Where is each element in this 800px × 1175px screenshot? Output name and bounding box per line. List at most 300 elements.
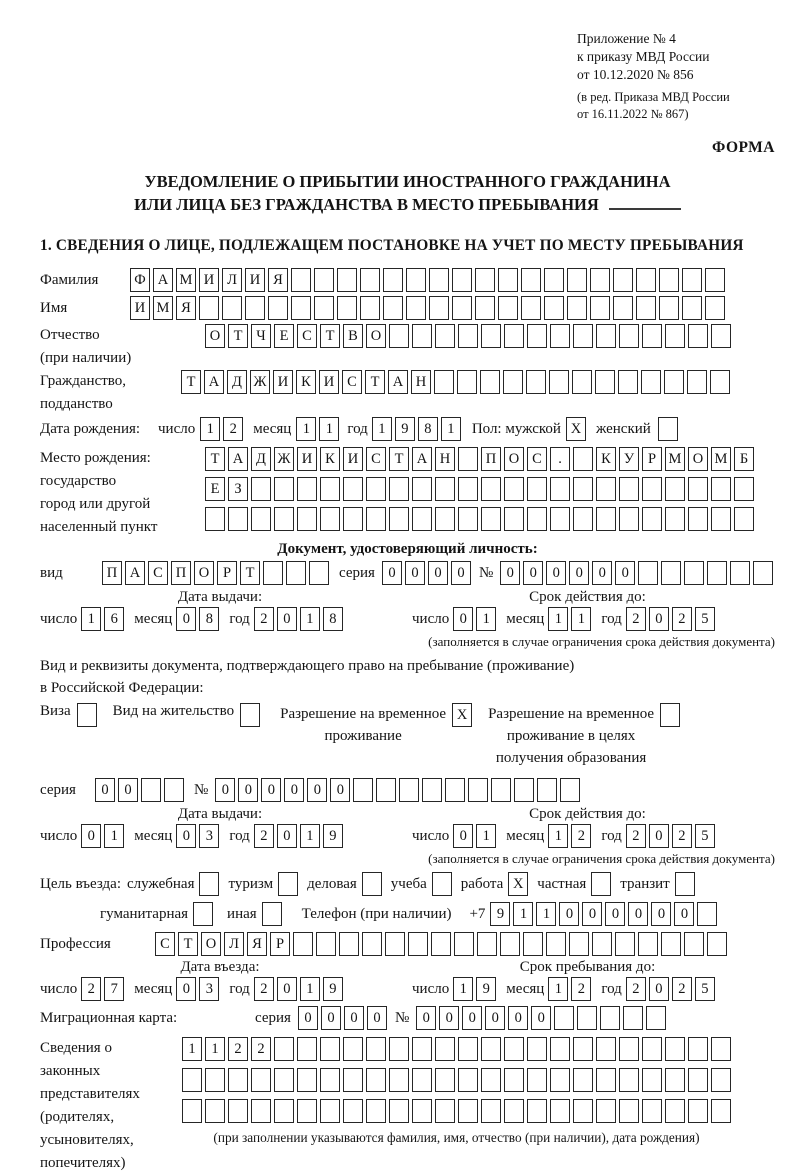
char-cell[interactable]: 0 <box>321 1006 341 1030</box>
char-cell[interactable]: 0 <box>405 561 425 585</box>
char-cell[interactable]: Н <box>411 370 431 394</box>
char-cell[interactable]: 1 <box>300 977 320 1001</box>
char-cell[interactable] <box>320 1099 340 1123</box>
char-cell[interactable] <box>730 561 750 585</box>
char-cell[interactable] <box>550 1037 570 1061</box>
char-cell[interactable] <box>705 268 725 292</box>
char-cell[interactable]: 2 <box>571 977 591 1001</box>
char-cell[interactable] <box>682 268 702 292</box>
char-cell[interactable] <box>573 447 593 471</box>
char-cell[interactable] <box>595 370 615 394</box>
char-cell[interactable] <box>468 778 488 802</box>
char-cell[interactable] <box>523 932 543 956</box>
char-cell[interactable] <box>251 1068 271 1092</box>
char-cell[interactable]: Т <box>320 324 340 348</box>
char-cell[interactable] <box>503 370 523 394</box>
char-cell[interactable] <box>389 1037 409 1061</box>
char-cell[interactable]: 0 <box>307 778 327 802</box>
char-cell[interactable] <box>734 507 754 531</box>
char-cell[interactable]: 2 <box>672 977 692 1001</box>
char-cell[interactable] <box>554 1006 574 1030</box>
char-cell[interactable] <box>619 1099 639 1123</box>
checkbox-transit[interactable] <box>675 872 695 896</box>
char-cell[interactable] <box>343 477 363 501</box>
char-cell[interactable] <box>550 477 570 501</box>
char-cell[interactable]: 8 <box>418 417 438 441</box>
char-cell[interactable] <box>429 268 449 292</box>
char-cell[interactable] <box>527 477 547 501</box>
char-cell[interactable]: 2 <box>223 417 243 441</box>
checkbox-visa[interactable] <box>77 703 97 727</box>
char-cell[interactable]: 2 <box>571 824 591 848</box>
char-cell[interactable]: С <box>297 324 317 348</box>
char-cell[interactable]: 0 <box>277 607 297 631</box>
char-cell[interactable] <box>642 1037 662 1061</box>
char-cell[interactable] <box>573 507 593 531</box>
char-cell[interactable] <box>710 370 730 394</box>
char-cell[interactable] <box>615 932 635 956</box>
char-cell[interactable] <box>537 778 557 802</box>
char-cell[interactable] <box>412 1068 432 1092</box>
char-cell[interactable] <box>314 268 334 292</box>
char-cell[interactable]: Т <box>205 447 225 471</box>
char-cell[interactable]: 9 <box>323 824 343 848</box>
char-cell[interactable]: Ж <box>274 447 294 471</box>
char-cell[interactable]: 2 <box>228 1037 248 1061</box>
char-cell[interactable] <box>337 296 357 320</box>
char-cell[interactable] <box>623 1006 643 1030</box>
char-cell[interactable]: 0 <box>453 607 473 631</box>
char-cell[interactable]: 0 <box>81 824 101 848</box>
char-cell[interactable]: 6 <box>104 607 124 631</box>
char-cell[interactable] <box>664 370 684 394</box>
char-cell[interactable]: 1 <box>548 607 568 631</box>
char-cell[interactable] <box>164 778 184 802</box>
char-cell[interactable] <box>297 1099 317 1123</box>
char-cell[interactable] <box>412 477 432 501</box>
char-cell[interactable]: 1 <box>548 977 568 1001</box>
char-cell[interactable]: 7 <box>104 977 124 1001</box>
char-cell[interactable] <box>481 1037 501 1061</box>
char-cell[interactable]: 0 <box>439 1006 459 1030</box>
char-cell[interactable] <box>412 324 432 348</box>
char-cell[interactable]: 0 <box>485 1006 505 1030</box>
char-cell[interactable] <box>707 932 727 956</box>
char-cell[interactable]: С <box>366 447 386 471</box>
char-cell[interactable]: Л <box>224 932 244 956</box>
char-cell[interactable] <box>228 1099 248 1123</box>
char-cell[interactable] <box>383 268 403 292</box>
char-cell[interactable] <box>477 932 497 956</box>
char-cell[interactable]: Я <box>268 268 288 292</box>
char-cell[interactable]: 9 <box>395 417 415 441</box>
char-cell[interactable] <box>251 477 271 501</box>
char-cell[interactable] <box>572 370 592 394</box>
char-cell[interactable] <box>205 1068 225 1092</box>
char-cell[interactable]: 2 <box>672 824 692 848</box>
char-cell[interactable] <box>435 477 455 501</box>
char-cell[interactable]: Р <box>642 447 662 471</box>
char-cell[interactable] <box>366 1037 386 1061</box>
char-cell[interactable] <box>353 778 373 802</box>
char-cell[interactable]: Ф <box>130 268 150 292</box>
char-cell[interactable] <box>408 932 428 956</box>
char-cell[interactable]: О <box>201 932 221 956</box>
checkbox-female[interactable] <box>658 417 678 441</box>
char-cell[interactable] <box>435 1068 455 1092</box>
char-cell[interactable]: 1 <box>296 417 316 441</box>
char-cell[interactable]: 1 <box>513 902 533 926</box>
char-cell[interactable] <box>366 507 386 531</box>
char-cell[interactable]: 0 <box>176 824 196 848</box>
char-cell[interactable] <box>389 507 409 531</box>
char-cell[interactable]: 0 <box>592 561 612 585</box>
char-cell[interactable] <box>527 1068 547 1092</box>
char-cell[interactable] <box>665 1037 685 1061</box>
char-cell[interactable] <box>753 561 773 585</box>
char-cell[interactable] <box>544 268 564 292</box>
char-cell[interactable] <box>274 477 294 501</box>
char-cell[interactable]: 0 <box>651 902 671 926</box>
char-cell[interactable] <box>504 324 524 348</box>
char-cell[interactable]: З <box>228 477 248 501</box>
char-cell[interactable]: К <box>296 370 316 394</box>
char-cell[interactable]: 1 <box>300 824 320 848</box>
char-cell[interactable] <box>291 296 311 320</box>
char-cell[interactable] <box>642 507 662 531</box>
char-cell[interactable] <box>435 507 455 531</box>
char-cell[interactable] <box>638 561 658 585</box>
char-cell[interactable] <box>274 1037 294 1061</box>
char-cell[interactable]: 0 <box>531 1006 551 1030</box>
char-cell[interactable] <box>337 268 357 292</box>
char-cell[interactable]: 0 <box>367 1006 387 1030</box>
char-cell[interactable]: 0 <box>176 607 196 631</box>
char-cell[interactable]: 0 <box>582 902 602 926</box>
char-cell[interactable]: 0 <box>628 902 648 926</box>
char-cell[interactable] <box>527 1099 547 1123</box>
char-cell[interactable] <box>291 268 311 292</box>
char-cell[interactable]: 3 <box>199 824 219 848</box>
char-cell[interactable] <box>412 1099 432 1123</box>
char-cell[interactable] <box>684 932 704 956</box>
char-cell[interactable]: 0 <box>649 824 669 848</box>
char-cell[interactable]: И <box>319 370 339 394</box>
char-cell[interactable]: 0 <box>238 778 258 802</box>
checkbox-business[interactable] <box>362 872 382 896</box>
char-cell[interactable] <box>590 268 610 292</box>
char-cell[interactable] <box>309 561 329 585</box>
char-cell[interactable]: Т <box>365 370 385 394</box>
char-cell[interactable]: 1 <box>200 417 220 441</box>
char-cell[interactable]: Я <box>247 932 267 956</box>
char-cell[interactable] <box>527 1037 547 1061</box>
checkbox-official[interactable] <box>199 872 219 896</box>
char-cell[interactable] <box>205 507 225 531</box>
char-cell[interactable]: Н <box>435 447 455 471</box>
char-cell[interactable]: 0 <box>453 824 473 848</box>
char-cell[interactable]: 2 <box>672 607 692 631</box>
char-cell[interactable] <box>711 477 731 501</box>
char-cell[interactable]: И <box>199 268 219 292</box>
char-cell[interactable] <box>360 268 380 292</box>
checkbox-humanitarian[interactable] <box>193 902 213 926</box>
checkbox-residence-permit[interactable] <box>240 703 260 727</box>
char-cell[interactable]: О <box>366 324 386 348</box>
char-cell[interactable] <box>297 1037 317 1061</box>
char-cell[interactable]: 9 <box>490 902 510 926</box>
char-cell[interactable]: Ж <box>250 370 270 394</box>
char-cell[interactable] <box>613 296 633 320</box>
char-cell[interactable]: Т <box>240 561 260 585</box>
char-cell[interactable] <box>481 324 501 348</box>
char-cell[interactable]: Б <box>734 447 754 471</box>
char-cell[interactable]: П <box>481 447 501 471</box>
char-cell[interactable] <box>205 1099 225 1123</box>
char-cell[interactable] <box>577 1006 597 1030</box>
char-cell[interactable] <box>526 370 546 394</box>
char-cell[interactable] <box>642 1068 662 1092</box>
char-cell[interactable]: . <box>550 447 570 471</box>
char-cell[interactable]: 0 <box>176 977 196 1001</box>
char-cell[interactable] <box>320 507 340 531</box>
char-cell[interactable] <box>422 778 442 802</box>
char-cell[interactable] <box>665 1099 685 1123</box>
char-cell[interactable] <box>458 1099 478 1123</box>
char-cell[interactable] <box>687 370 707 394</box>
char-cell[interactable]: 0 <box>523 561 543 585</box>
char-cell[interactable] <box>481 507 501 531</box>
char-cell[interactable]: 2 <box>626 824 646 848</box>
char-cell[interactable] <box>665 1068 685 1092</box>
char-cell[interactable]: 2 <box>81 977 101 1001</box>
char-cell[interactable] <box>514 778 534 802</box>
checkbox-temp-residence[interactable]: X <box>452 703 472 727</box>
char-cell[interactable] <box>550 507 570 531</box>
checkbox-temp-residence-edu[interactable] <box>660 703 680 727</box>
char-cell[interactable] <box>360 296 380 320</box>
char-cell[interactable] <box>297 1068 317 1092</box>
char-cell[interactable] <box>458 324 478 348</box>
char-cell[interactable]: А <box>228 447 248 471</box>
char-cell[interactable]: 5 <box>695 824 715 848</box>
char-cell[interactable] <box>636 296 656 320</box>
char-cell[interactable]: К <box>320 447 340 471</box>
char-cell[interactable]: А <box>153 268 173 292</box>
char-cell[interactable]: 1 <box>441 417 461 441</box>
char-cell[interactable] <box>445 778 465 802</box>
char-cell[interactable] <box>665 507 685 531</box>
char-cell[interactable] <box>684 561 704 585</box>
char-cell[interactable]: 0 <box>118 778 138 802</box>
char-cell[interactable] <box>560 778 580 802</box>
char-cell[interactable] <box>458 1037 478 1061</box>
char-cell[interactable] <box>376 778 396 802</box>
char-cell[interactable] <box>480 370 500 394</box>
char-cell[interactable] <box>454 932 474 956</box>
char-cell[interactable]: 9 <box>476 977 496 1001</box>
char-cell[interactable] <box>711 1068 731 1092</box>
char-cell[interactable] <box>362 932 382 956</box>
char-cell[interactable] <box>665 324 685 348</box>
char-cell[interactable] <box>481 477 501 501</box>
char-cell[interactable] <box>222 296 242 320</box>
char-cell[interactable]: 1 <box>476 824 496 848</box>
char-cell[interactable]: 1 <box>319 417 339 441</box>
char-cell[interactable] <box>199 296 219 320</box>
char-cell[interactable]: М <box>665 447 685 471</box>
char-cell[interactable] <box>596 1099 616 1123</box>
char-cell[interactable]: 0 <box>559 902 579 926</box>
char-cell[interactable]: 1 <box>182 1037 202 1061</box>
char-cell[interactable] <box>297 507 317 531</box>
char-cell[interactable] <box>245 296 265 320</box>
char-cell[interactable] <box>504 477 524 501</box>
char-cell[interactable] <box>642 1099 662 1123</box>
char-cell[interactable] <box>435 324 455 348</box>
char-cell[interactable]: А <box>412 447 432 471</box>
char-cell[interactable] <box>475 296 495 320</box>
char-cell[interactable]: 0 <box>428 561 448 585</box>
char-cell[interactable] <box>412 1037 432 1061</box>
char-cell[interactable] <box>458 447 478 471</box>
checkbox-male[interactable]: X <box>566 417 586 441</box>
char-cell[interactable]: А <box>204 370 224 394</box>
char-cell[interactable]: 2 <box>626 977 646 1001</box>
char-cell[interactable]: 0 <box>605 902 625 926</box>
char-cell[interactable]: 1 <box>104 824 124 848</box>
char-cell[interactable]: 8 <box>323 607 343 631</box>
char-cell[interactable] <box>452 268 472 292</box>
char-cell[interactable] <box>521 296 541 320</box>
char-cell[interactable] <box>688 1037 708 1061</box>
char-cell[interactable]: А <box>125 561 145 585</box>
checkbox-tourism[interactable] <box>278 872 298 896</box>
char-cell[interactable]: 2 <box>626 607 646 631</box>
char-cell[interactable] <box>619 477 639 501</box>
char-cell[interactable]: 0 <box>344 1006 364 1030</box>
char-cell[interactable]: Т <box>181 370 201 394</box>
char-cell[interactable]: О <box>688 447 708 471</box>
char-cell[interactable] <box>399 778 419 802</box>
char-cell[interactable] <box>182 1099 202 1123</box>
char-cell[interactable] <box>661 561 681 585</box>
char-cell[interactable] <box>498 268 518 292</box>
char-cell[interactable]: 0 <box>284 778 304 802</box>
char-cell[interactable]: И <box>245 268 265 292</box>
char-cell[interactable]: О <box>194 561 214 585</box>
char-cell[interactable] <box>592 932 612 956</box>
char-cell[interactable]: Д <box>227 370 247 394</box>
char-cell[interactable] <box>274 1068 294 1092</box>
char-cell[interactable] <box>481 1099 501 1123</box>
char-cell[interactable]: 0 <box>382 561 402 585</box>
char-cell[interactable]: Л <box>222 268 242 292</box>
char-cell[interactable] <box>550 1099 570 1123</box>
char-cell[interactable]: С <box>155 932 175 956</box>
char-cell[interactable] <box>642 324 662 348</box>
char-cell[interactable] <box>711 1099 731 1123</box>
char-cell[interactable] <box>343 1099 363 1123</box>
char-cell[interactable] <box>567 268 587 292</box>
char-cell[interactable] <box>596 1068 616 1092</box>
char-cell[interactable] <box>406 268 426 292</box>
char-cell[interactable] <box>711 324 731 348</box>
char-cell[interactable]: С <box>342 370 362 394</box>
char-cell[interactable] <box>596 324 616 348</box>
char-cell[interactable]: 3 <box>199 977 219 1001</box>
char-cell[interactable] <box>697 902 717 926</box>
char-cell[interactable]: 0 <box>649 607 669 631</box>
char-cell[interactable]: М <box>176 268 196 292</box>
char-cell[interactable] <box>618 370 638 394</box>
char-cell[interactable] <box>297 477 317 501</box>
char-cell[interactable] <box>688 1099 708 1123</box>
char-cell[interactable] <box>661 932 681 956</box>
char-cell[interactable] <box>596 507 616 531</box>
char-cell[interactable]: 0 <box>277 977 297 1001</box>
char-cell[interactable] <box>274 507 294 531</box>
char-cell[interactable]: Р <box>217 561 237 585</box>
char-cell[interactable] <box>320 477 340 501</box>
char-cell[interactable]: 0 <box>546 561 566 585</box>
char-cell[interactable]: Т <box>178 932 198 956</box>
char-cell[interactable] <box>389 1068 409 1092</box>
char-cell[interactable]: И <box>273 370 293 394</box>
char-cell[interactable]: И <box>130 296 150 320</box>
char-cell[interactable]: 0 <box>95 778 115 802</box>
char-cell[interactable]: Т <box>228 324 248 348</box>
char-cell[interactable]: 0 <box>277 824 297 848</box>
char-cell[interactable] <box>504 1099 524 1123</box>
char-cell[interactable]: С <box>148 561 168 585</box>
char-cell[interactable]: 1 <box>548 824 568 848</box>
char-cell[interactable]: 1 <box>205 1037 225 1061</box>
checkbox-private[interactable] <box>591 872 611 896</box>
char-cell[interactable]: 5 <box>695 607 715 631</box>
char-cell[interactable]: Ч <box>251 324 271 348</box>
char-cell[interactable] <box>705 296 725 320</box>
char-cell[interactable] <box>268 296 288 320</box>
char-cell[interactable]: 0 <box>500 561 520 585</box>
char-cell[interactable]: 1 <box>453 977 473 1001</box>
char-cell[interactable] <box>711 1037 731 1061</box>
char-cell[interactable] <box>596 1037 616 1061</box>
char-cell[interactable] <box>590 296 610 320</box>
char-cell[interactable] <box>481 1068 501 1092</box>
char-cell[interactable] <box>573 1099 593 1123</box>
char-cell[interactable]: 2 <box>251 1037 271 1061</box>
char-cell[interactable] <box>688 507 708 531</box>
char-cell[interactable]: 5 <box>695 977 715 1001</box>
char-cell[interactable] <box>457 370 477 394</box>
char-cell[interactable] <box>435 1037 455 1061</box>
char-cell[interactable]: П <box>102 561 122 585</box>
char-cell[interactable]: В <box>343 324 363 348</box>
char-cell[interactable]: Д <box>251 447 271 471</box>
char-cell[interactable]: 2 <box>254 977 274 1001</box>
char-cell[interactable] <box>389 477 409 501</box>
char-cell[interactable] <box>286 561 306 585</box>
char-cell[interactable] <box>711 507 731 531</box>
char-cell[interactable] <box>228 507 248 531</box>
char-cell[interactable] <box>550 1068 570 1092</box>
char-cell[interactable]: И <box>297 447 317 471</box>
char-cell[interactable] <box>141 778 161 802</box>
checkbox-other[interactable] <box>262 902 282 926</box>
char-cell[interactable]: 0 <box>674 902 694 926</box>
char-cell[interactable] <box>619 1037 639 1061</box>
